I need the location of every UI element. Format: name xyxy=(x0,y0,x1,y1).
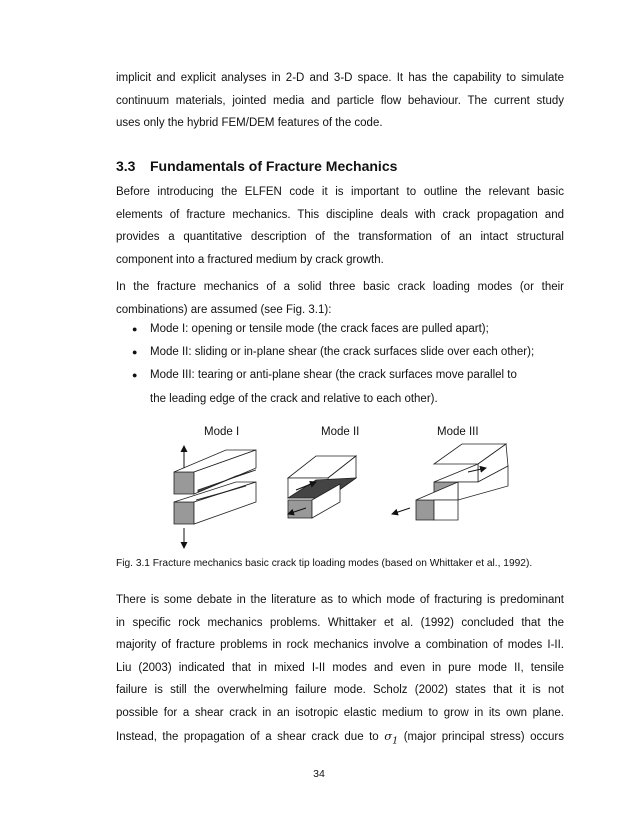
text-line: Liu (2003) indicated that in mixed I-II modes and even in pure mode II, tensile xyxy=(116,661,564,674)
list-item: ● Mode II: sliding or in-plane shear (the crack surfaces slide over each other); xyxy=(116,341,564,364)
paragraph-2 xyxy=(116,276,564,321)
mode-list xyxy=(116,318,564,411)
mode-1-block-icon xyxy=(174,446,256,548)
text-line: In the fracture mechanics of a solid three basic crack loading modes (or their xyxy=(116,281,564,293)
list-item-continuation: the leading edge of the crack and relative to each other). xyxy=(150,392,438,405)
text-line: failure is still the overwhelming failure mode. Scholz (2002) states that it is not xyxy=(116,684,564,697)
mode-2-label: Mode II xyxy=(321,426,360,438)
text-line: There is some debate in the literature as to which mode of fracturing is predominant xyxy=(116,594,564,606)
text-line: in specific rock mechanics problems. Whittaker et al. (1992) concluded that the xyxy=(116,616,564,629)
page-number: 34 xyxy=(313,768,325,780)
intro-paragraph xyxy=(116,67,564,135)
text-line: uses only the hybrid FEM/DEM features of the code. xyxy=(116,117,383,130)
bullet-icon: ● xyxy=(132,370,138,381)
paragraph-3 xyxy=(116,589,564,752)
mode-1-label: Mode I xyxy=(204,426,240,438)
mode-2-block-icon xyxy=(288,456,356,518)
bullet-icon: ● xyxy=(132,347,138,358)
paragraph-1 xyxy=(116,181,564,271)
text-line-with-symbol: Instead, the propagation of a shear crack due to $\sigma_1$ (major principal stress) occurs xyxy=(116,728,564,746)
list-item: ● Mode I: opening or tensile mode (the crack faces are pulled apart); xyxy=(116,318,564,341)
text-line: component into a fractured medium by crack growth. xyxy=(116,253,384,266)
sigma-subscript: 1 xyxy=(392,734,399,746)
text-line: continuum materials, jointed media and particle flow behaviour. The current study xyxy=(116,94,564,107)
mode-3-block-icon xyxy=(392,444,508,520)
section-title: Fundamentals of Fracture Mechanics xyxy=(150,158,398,174)
section-heading xyxy=(116,158,397,174)
fracture-modes-figure xyxy=(116,420,564,555)
text-line: provides a quantitative description of the transformation of an intact structural xyxy=(116,231,564,244)
text-line: Before introducing the ELFEN code it is important to outline the relevant basic xyxy=(116,186,564,198)
text-line: possible for a shear crack in an isotropic elastic medium to grow in its own plane. xyxy=(116,706,564,719)
text-line: elements of fracture mechanics. This discipline deals with crack propagation and xyxy=(116,208,564,221)
section-number: 3.3 xyxy=(116,158,136,174)
list-item: ● Mode III: tearing or anti-plane shear (the crack surfaces move parallel to xyxy=(116,364,564,387)
figure-caption: Fig. 3.1 Fracture mechanics basic crack tip loading modes (based on Whittaker et al., 1992). xyxy=(116,558,533,569)
mode-3-label: Mode III xyxy=(437,426,479,438)
text-line: majority of fracture problems in rock mechanics involve a combination of modes I-II. xyxy=(116,639,564,652)
bullet-icon: ● xyxy=(132,324,138,334)
sigma-symbol: σ xyxy=(384,728,393,743)
text-line: combinations) are assumed (see Fig. 3.1): xyxy=(116,303,332,316)
text-line: implicit and explicit analyses in 2-D and 3-D space. It has the capability to simulate xyxy=(116,72,564,84)
